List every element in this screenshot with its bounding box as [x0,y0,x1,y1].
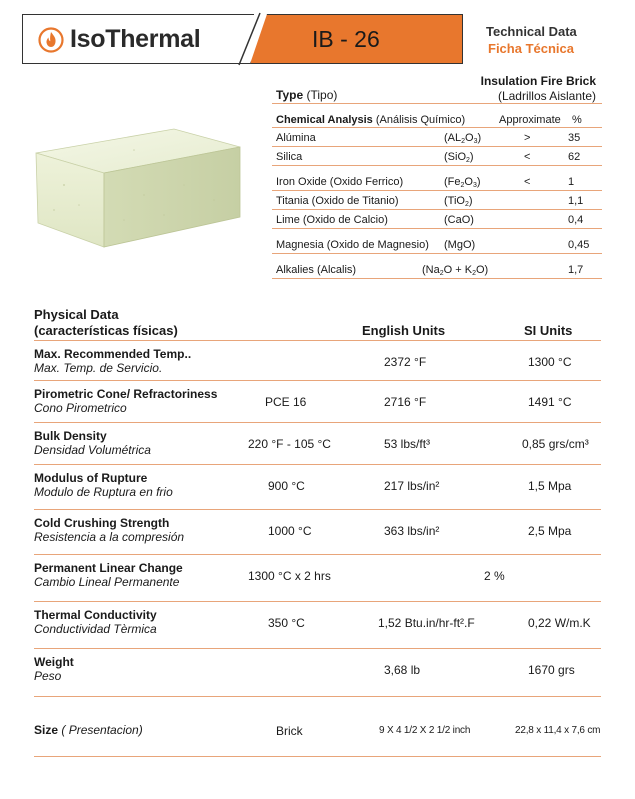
flame-logo-icon [38,27,64,53]
type-value-es: (Ladrillos Aislante) [497,89,596,103]
chem-name: Alkalies (Alcalis) [276,264,357,276]
size-si: 22,8 x 11,4 x 7,6 cm [515,725,601,736]
chem-value: 62 [568,151,581,163]
size-row [34,697,601,757]
physical-row [34,602,601,649]
property-name: Weight [34,655,74,669]
chem-name: Titania (Oxido de Titanio) [276,195,399,207]
english-value: 363 lbs/in² [384,524,440,538]
si-value: 1,5 Mpa [528,479,572,493]
chem-formula: (MgO) [444,239,476,251]
si-value: 1491 °C [528,395,572,409]
chem-row [272,191,602,210]
property-name-es: Max. Temp. de Servicio. [34,361,163,375]
test-condition: 1300 °C x 2 hrs [248,569,331,583]
size-label: Size ( Presentacion) [34,723,143,737]
physical-data-table [34,305,601,757]
brand-box [22,14,254,64]
si-value: 0,22 W/m.K [528,616,591,630]
property-name-es: Modulo de Ruptura en frio [34,485,173,499]
chem-operator: < [524,151,531,163]
english-value: 217 lbs/in² [384,479,440,493]
property-name-es: Resistencia a la compresión [34,530,185,544]
chem-header-row [272,110,602,128]
property-name-es: Peso [34,669,62,683]
chem-name: Silica [276,151,303,163]
size-cond: Brick [276,724,303,738]
si-units-header: SI Units [524,323,573,338]
chem-value: 0,45 [568,239,590,251]
chem-row [272,260,602,279]
english-value: 2716 °F [384,395,427,409]
property-name: Permanent Linear Change [34,561,183,575]
property-name: Bulk Density [34,429,107,443]
chem-formula: (SiO$_2$) [444,151,474,164]
test-condition: 220 °F - 105 °C [248,437,331,451]
brick-image [34,125,244,250]
chem-pct-header: % [572,114,582,126]
header-banner [22,14,463,64]
banner-divider [236,12,262,66]
chem-value: 1,1 [568,195,584,207]
physical-row [34,423,601,465]
physical-title: Physical Data (características físicas) [34,307,178,338]
property-name: Cold Crushing Strength [34,516,170,530]
si-value: 1670 grs [528,663,575,677]
si-value: 2,5 Mpa [528,524,572,538]
chem-operator: > [524,132,531,144]
chem-formula: (TiO$_2$) [444,195,473,208]
property-name: Modulus of Rupture [34,471,148,485]
chem-value: 0,4 [568,214,584,226]
property-name: Thermal Conductivity [34,608,157,622]
chem-row [272,128,602,147]
english-value: 3,68 lb [384,663,421,677]
chem-operator: < [524,176,531,188]
chem-row [272,172,602,191]
physical-row [34,341,601,381]
chem-approx-header: Approximate [499,114,561,126]
property-name-es: Cono Pirometrico [34,401,127,415]
english-value: 53 lbs/ft³ [384,437,431,451]
physical-row [34,555,601,602]
chem-name: Alúmina [276,132,316,144]
physical-row [34,465,601,510]
english-units-header: English Units [362,323,446,338]
english-value: 1,52 Btu.in/hr-ft².F [378,616,475,630]
logo [38,25,200,54]
type-row [272,74,602,104]
chem-formula: (CaO) [444,214,474,226]
chem-formula: $(Fe_2O_3)$ [444,176,481,189]
size-english: 9 X 4 1/2 X 2 1/2 inch [379,725,471,736]
chem-value: 35 [568,132,581,144]
test-condition: 350 °C [268,616,305,630]
english-value: 2 % [484,569,505,583]
test-condition: 1000 °C [268,524,312,538]
brand-name: IsoThermal [70,25,201,53]
model-number: IB - 26 [312,26,380,52]
property-name-es: Densidad Volumétrica [34,443,151,457]
test-condition: PCE 16 [265,395,307,409]
technical-data-label: Technical Data [486,24,577,39]
type-label: Type (Tipo) [276,88,338,102]
physical-row [34,381,601,423]
chem-name: Magnesia (Oxido de Magnesio) [276,239,429,251]
chem-title: Chemical Analysis (Análisis Químico) [276,114,466,126]
ficha-tecnica-label: Ficha Técnica [488,41,574,56]
english-value: 2372 °F [384,355,427,369]
physical-row [34,649,601,697]
test-condition: 900 °C [268,479,305,493]
chem-row [272,147,602,166]
type-value-en: Insulation Fire Brick [480,74,596,88]
property-name-es: Conductividad Tèrmica [34,622,157,636]
chem-formula: $(Na_2O + K_2O)$ [422,264,489,277]
chem-row [272,210,602,229]
chem-row [272,235,602,254]
type-value [481,74,596,104]
physical-row [34,510,601,555]
chem-formula: $(AL_2O_3)$ [444,132,482,145]
chemical-analysis-table [272,110,602,279]
chem-name: Iron Oxide (Oxido Ferrico) [276,176,404,188]
chem-value: 1,7 [568,264,584,276]
property-name-es: Cambio Lineal Permanente [34,575,180,589]
property-name: Pirometric Cone/ Refractoriness [34,387,218,401]
chem-value: 1 [568,176,575,188]
si-value: 1300 °C [528,355,572,369]
si-value: 0,85 grs/cm³ [522,437,589,451]
property-name: Max. Recommended Temp.. [34,347,192,361]
chem-name: Lime (Oxido de Calcio) [276,214,388,226]
physical-header-row [34,305,601,341]
